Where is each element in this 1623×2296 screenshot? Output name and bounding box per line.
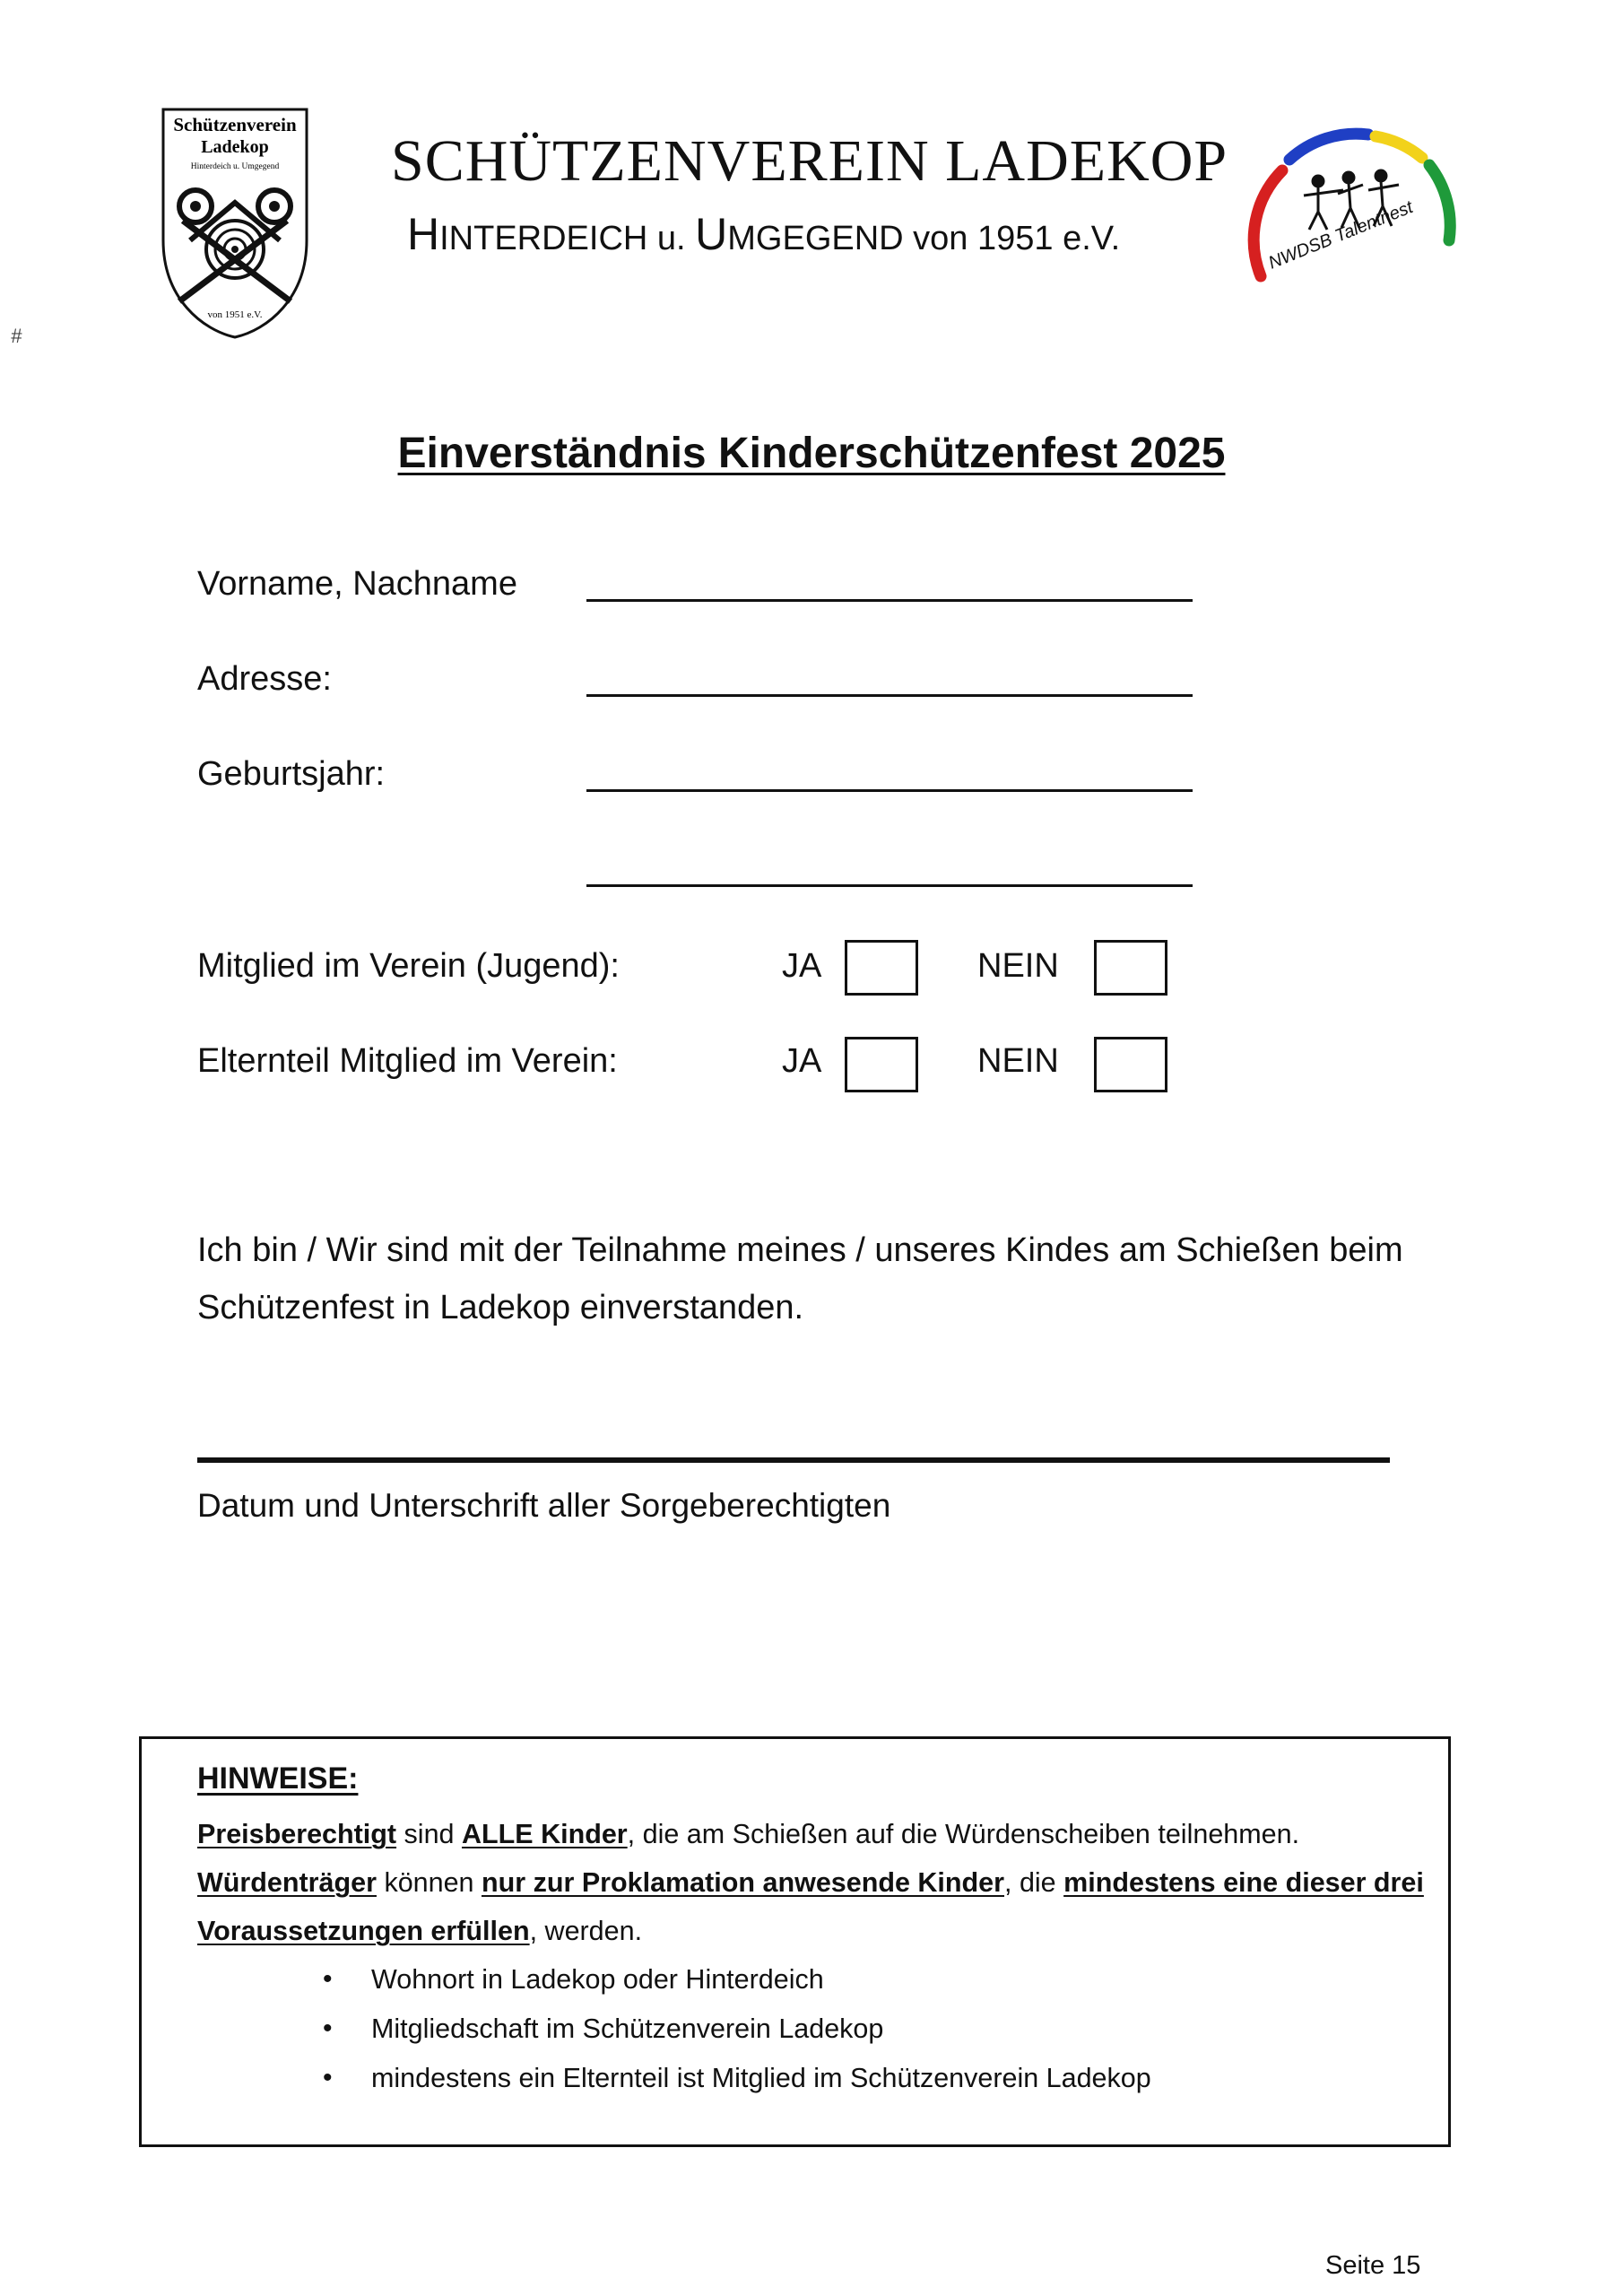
signature-label: Datum und Unterschrift aller Sorgeberechtigten	[197, 1487, 891, 1524]
notes-l3-u1: Voraussetzungen erfüllen	[197, 1916, 530, 1946]
parent-member-label: Elternteil Mitglied im Verein:	[197, 1042, 618, 1080]
consent-line-1: Ich bin / Wir sind mit der Teilnahme meines / unseres Kindes am Schießen beim	[197, 1231, 1403, 1269]
page-number: Seite 15	[1325, 2251, 1421, 2280]
crest-line-3: Hinterdeich u. Umgegend	[190, 162, 280, 171]
bullet-1-text: Wohnort in Ladekop oder Hinterdeich	[371, 1964, 824, 1995]
notes-l2-t1: können	[376, 1867, 482, 1898]
address-field-line[interactable]	[586, 694, 1193, 697]
crest-line-1: Schützenverein	[173, 114, 297, 135]
consent-text	[197, 1222, 1453, 1336]
notes-line-3	[197, 1916, 642, 1947]
notes-l2-t2: , die	[1004, 1867, 1064, 1898]
bullet-1-dot: •	[323, 1964, 333, 1994]
crest-line-4: von 1951 e.V.	[207, 309, 263, 320]
notes-l1-t1: sind	[396, 1819, 462, 1849]
org-sub-rest-1: INTERDEICH u.	[439, 220, 696, 257]
org-sub-rest-2: MGEGEND von 1951 e.V.	[727, 220, 1121, 257]
nwdsb-talentnest-logo	[1245, 118, 1458, 292]
name-field-line[interactable]	[586, 599, 1193, 602]
member-no-label: NEIN	[977, 947, 1059, 985]
bullet-2-text: Mitgliedschaft im Schützenverein Ladekop	[371, 2013, 884, 2044]
notes-l3-t1: , werden.	[529, 1916, 643, 1946]
notes-l2-u3: mindestens eine dieser drei	[1063, 1867, 1424, 1898]
bullet-3-text: mindestens ein Elternteil ist Mitglied im Schützenverein Ladekop	[371, 2063, 1151, 2093]
org-sub-cap-2: U	[695, 209, 728, 259]
org-subtitle	[407, 208, 1120, 260]
crest-line-2: Ladekop	[201, 137, 269, 157]
parent-no-label: NEIN	[977, 1042, 1059, 1080]
bullet-2-dot: •	[323, 2013, 333, 2043]
club-crest-logo	[160, 106, 310, 341]
notes-l2-u2: nur zur Proklamation anwesende Kinder	[481, 1867, 1004, 1898]
org-sub-cap-1: H	[407, 209, 440, 259]
birthyear-label: Geburtsjahr:	[197, 755, 386, 793]
extra-field-line[interactable]	[586, 884, 1193, 887]
parent-yes-checkbox[interactable]	[845, 1037, 918, 1092]
org-title: SCHÜTZENVEREIN LADEKOP	[391, 128, 1228, 194]
member-no-checkbox[interactable]	[1094, 940, 1167, 996]
name-label: Vorname, Nachname	[197, 565, 517, 603]
notes-line-1	[197, 1819, 1299, 1850]
notes-line-2	[197, 1867, 1424, 1899]
consent-line-2: Schützenfest in Ladekop einverstanden.	[197, 1289, 804, 1326]
parent-yes-label: JA	[782, 1042, 822, 1080]
document-title: Einverständnis Kinderschützenfest 2025	[397, 430, 1226, 477]
talentnest-logo-text: NWDSB Talentnest	[1265, 196, 1416, 274]
member-yes-checkbox[interactable]	[845, 940, 918, 996]
signature-line[interactable]	[197, 1457, 1390, 1463]
member-yes-label: JA	[782, 947, 822, 985]
notes-l1-u1: Preisberechtigt	[197, 1819, 397, 1849]
notes-l1-u2: ALLE Kinder	[461, 1819, 628, 1849]
margin-mark: #	[11, 325, 22, 347]
notes-l1-t2: , die am Schießen auf die Würdenscheiben teilnehmen.	[627, 1819, 1300, 1849]
birthyear-field-line[interactable]	[586, 789, 1193, 792]
member-label: Mitglied im Verein (Jugend):	[197, 947, 620, 985]
bullet-3-dot: •	[323, 2063, 333, 2092]
parent-no-checkbox[interactable]	[1094, 1037, 1167, 1092]
notes-l2-u1: Würdenträger	[197, 1867, 377, 1898]
notes-heading: HINWEISE:	[197, 1761, 359, 1796]
address-label: Adresse:	[197, 660, 332, 698]
